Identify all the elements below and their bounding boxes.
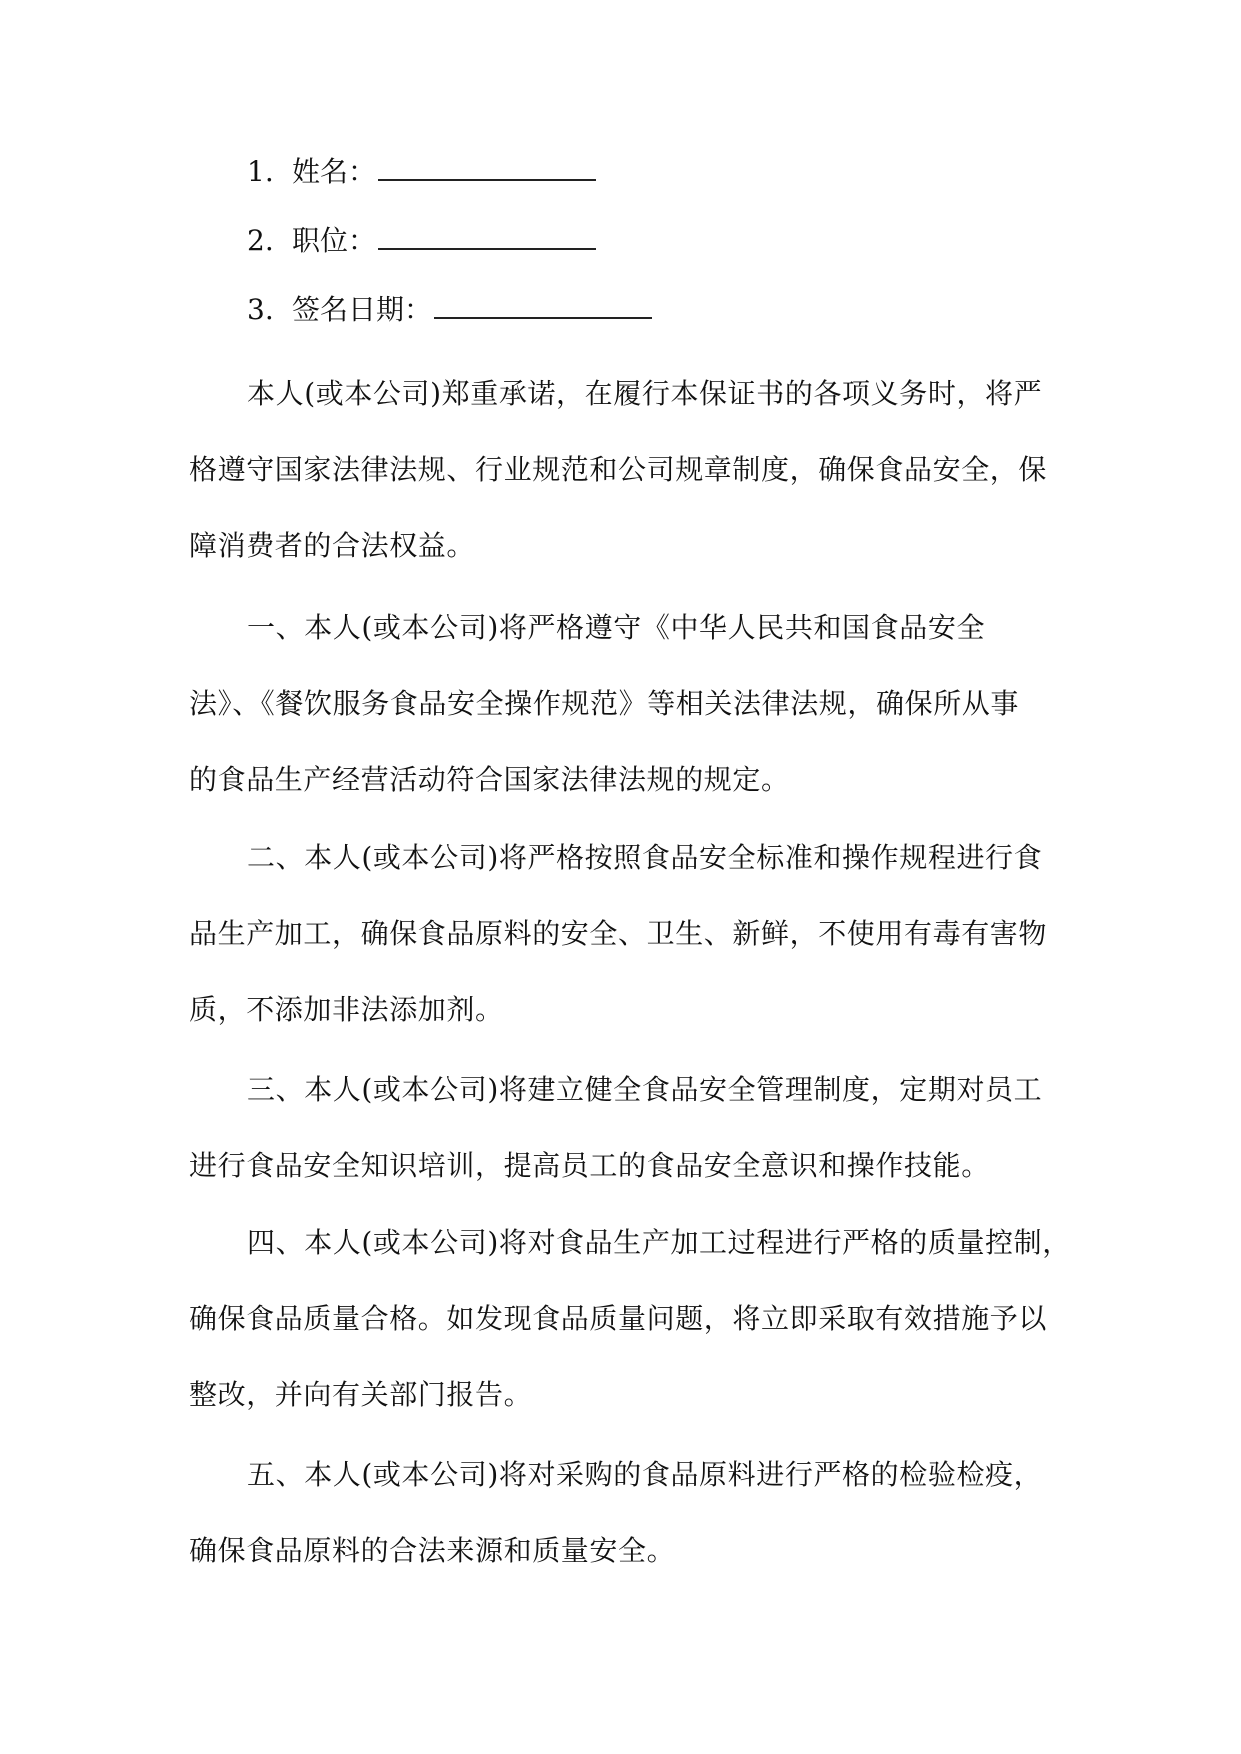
paragraph-line: 确保食品质量合格。如发现食品质量问题，将立即采取有效措施予以 <box>189 1302 1048 1335</box>
name-field <box>247 152 596 192</box>
paragraph-line: 本人(或本公司)郑重承诺，在履行本保证书的各项义务时，将严 <box>247 377 1043 410</box>
paragraph-line: 四、本人(或本公司)将对食品生产加工过程进行严格的质量控制， <box>247 1226 1071 1259</box>
paragraph-line: 确保食品原料的合法来源和质量安全。 <box>189 1534 676 1567</box>
paragraph-line: 的食品生产经营活动符合国家法律法规的规定。 <box>189 763 790 796</box>
paragraph-line: 进行食品安全知识培训，提高员工的食品安全意识和操作技能。 <box>189 1149 990 1182</box>
field-number: 2. <box>247 224 274 257</box>
signature-date-blank-line[interactable] <box>434 291 652 319</box>
name-blank-line[interactable] <box>378 153 596 181</box>
paragraph-line: 质，不添加非法添加剂。 <box>189 993 504 1026</box>
paragraph-line: 整改，并向有关部门报告。 <box>189 1378 533 1411</box>
signature-date-field <box>247 290 652 330</box>
field-label: 签名日期： <box>292 293 433 326</box>
field-label: 职位： <box>292 224 377 257</box>
paragraph-commitment <box>189 356 1069 584</box>
field-number: 3. <box>247 293 274 326</box>
field-label: 姓名： <box>292 155 377 188</box>
paragraph-line: 品生产加工，确保食品原料的安全、卫生、新鲜，不使用有毒有害物 <box>189 917 1048 950</box>
paragraph-line: 格遵守国家法律法规、行业规范和公司规章制度，确保食品安全，保 <box>189 453 1048 486</box>
paragraph-item-5 <box>189 1437 1069 1589</box>
paragraph-item-1 <box>189 590 1069 818</box>
paragraph-item-3 <box>189 1052 1069 1204</box>
paragraph-line: 五、本人(或本公司)将对采购的食品原料进行严格的检验检疫， <box>247 1458 1043 1491</box>
position-field <box>247 221 596 261</box>
paragraph-line: 三、本人(或本公司)将建立健全食品安全管理制度，定期对员工 <box>247 1073 1043 1106</box>
paragraph-item-4 <box>189 1205 1069 1433</box>
paragraph-item-2 <box>189 820 1069 1048</box>
paragraph-line: 二、本人(或本公司)将严格按照食品安全标准和操作规程进行食 <box>247 841 1043 874</box>
paragraph-line: 法》、《餐饮服务食品安全操作规范》等相关法律法规，确保所从事 <box>189 687 1020 720</box>
paragraph-line: 障消费者的合法权益。 <box>189 529 476 562</box>
paragraph-line: 一、本人(或本公司)将严格遵守《中华人民共和国食品安全 <box>247 611 986 644</box>
field-number: 1. <box>247 155 274 188</box>
position-blank-line[interactable] <box>378 222 596 250</box>
